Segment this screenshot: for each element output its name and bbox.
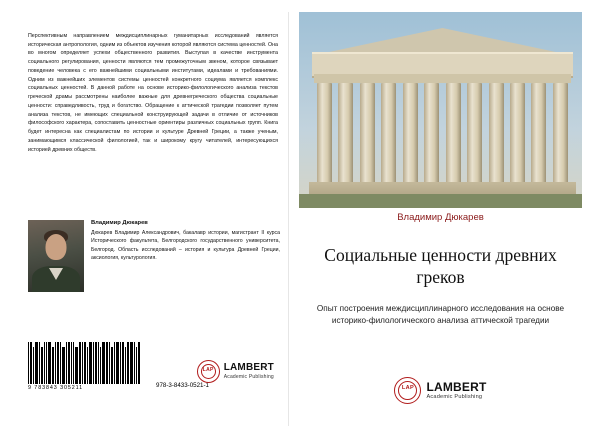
author-block bbox=[28, 220, 280, 292]
front-cover-author: Владимир Дюкарев bbox=[397, 212, 484, 223]
temple-pediment bbox=[320, 28, 566, 54]
front-cover-title: Социальные ценности древних греков bbox=[324, 245, 557, 287]
publisher-subtitle: Academic Publishing bbox=[223, 374, 274, 381]
author-photo-head bbox=[46, 234, 67, 260]
lap-logo-icon bbox=[394, 377, 421, 404]
photo-temple bbox=[309, 28, 576, 208]
isbn-text: 978-3-8433-0521-1 bbox=[156, 382, 209, 389]
front-publisher-logo bbox=[299, 377, 582, 404]
back-cover-blurb: Перспективным направлением междисциплинарных гуманитарных исследований является историческая антропология, одним из объектов изучения которой являются система ценностей. Она во многом определяет успехи общественного развития. Выступая в качестве инструмента социального регулирования, ценности являются тем промежуточным звеном, которое связывает поведение человека с его важнейшими социальными институтами, идеалами и требованиями. Одним из важнейших элементов системы ценностей конкретного социума является комплекс социальных ценностей. В данной работе на основе историко-филологического анализа текстов греческой драмы рассмотрены наиболее важные для древнегреческого общества социальные ценности: справедливость, труд и богатство. Обращение к аттической трагедии позволяет путем анализа текстов, не имеющих специальной конструирующей задачи в отличие от источников философского характера, сопоставить ценностные ориентиры различных социальных групп. Книга будет интересна как специалистам по истории и культуре Древней Греции, а также ученым, занимающимся классической филологией, так и широкому кругу читателей, интересующихся историей древних обществ. bbox=[28, 33, 278, 153]
front-cover bbox=[299, 12, 582, 426]
publisher-name: LAMBERT bbox=[223, 361, 274, 373]
barcode-digits: 9 783843 305211 bbox=[28, 385, 84, 391]
lap-logo-text: LAP bbox=[401, 385, 415, 391]
author-bio: Дюкарев Владимир Александрович, бакалавр истории, магистрант II курса Исторического факультета, Белгородского государственного университета, Белгород. Область исследований – история и культура Древней Греции, аксиология, культурология. bbox=[91, 230, 280, 261]
cover-photo-greek-temple bbox=[299, 12, 582, 208]
back-publisher-logo bbox=[197, 360, 274, 383]
barcode-image bbox=[28, 342, 140, 384]
author-photo bbox=[28, 220, 84, 292]
front-cover-subtitle: Опыт построения междисциплинарного исследования на основе историко-филологического анализа аттической трагедии bbox=[316, 303, 565, 326]
publisher-subtitle: Academic Publishing bbox=[426, 394, 483, 401]
photo-ground bbox=[299, 194, 582, 208]
barcode-area bbox=[28, 342, 278, 398]
lap-logo-text: LAP bbox=[202, 366, 214, 373]
back-cover bbox=[18, 12, 288, 426]
front-cover-text bbox=[299, 212, 582, 327]
author-name: Владимир Дюкарев bbox=[91, 220, 148, 226]
publisher-name: LAMBERT bbox=[426, 379, 487, 394]
temple-architrave bbox=[314, 74, 570, 83]
lap-logo-icon bbox=[197, 360, 220, 383]
author-text bbox=[91, 220, 280, 292]
